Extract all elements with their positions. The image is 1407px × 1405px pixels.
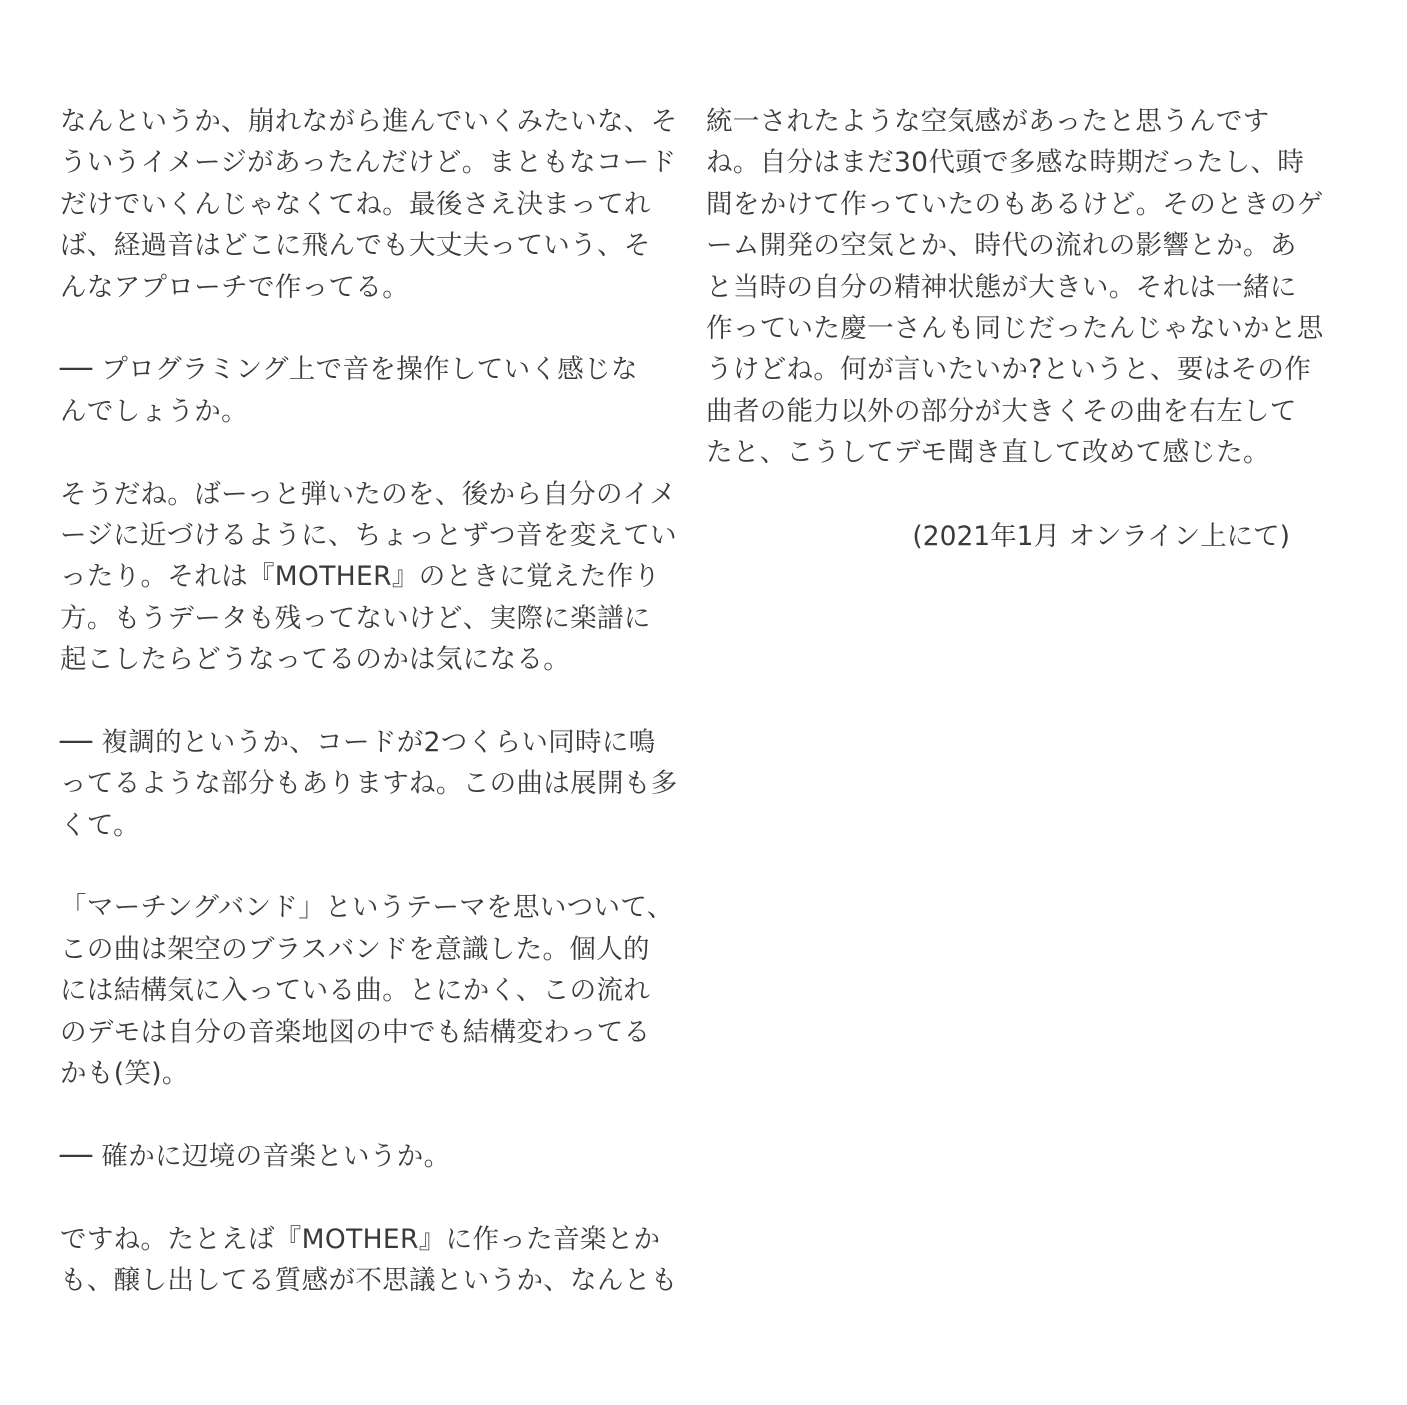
text-line: ば、経過音はどこに飛んでも大丈夫っていう、そ (60, 230, 651, 262)
paragraph (60, 101, 678, 308)
text-line: んなアプローチで作ってる。 (60, 271, 410, 303)
interviewer-question (60, 1136, 660, 1177)
text-line: 方。もうデータも残ってないけど、実際に楽譜に (60, 602, 651, 634)
left-column (60, 101, 678, 1301)
interviewer-question (60, 722, 678, 846)
text-line: かも(笑)。 (60, 1057, 189, 1089)
paragraph (60, 474, 678, 681)
text-line: 間をかけて作っていたのもあるけど。そのときのゲ (706, 188, 1324, 220)
text-line: くて。 (60, 809, 141, 841)
text-line: ── 複調的というか、コードが2つくらい同時に鳴 (60, 726, 656, 758)
text-line: 統一されたような空気感があったと思うんです (706, 106, 1270, 137)
text-line: んでしょうか。 (60, 395, 248, 427)
text-line: ーム開発の空気とか、時代の流れの影響とか。あ (706, 230, 1297, 262)
text-line: のデモは自分の音楽地図の中でも結構変わってる (60, 1016, 651, 1048)
text-line: 「マーチングバンド」というテーマを思いついて、 (60, 892, 674, 924)
text-line: だけでいくんじゃなくてね。最後さえ決まってれ (60, 188, 651, 220)
paragraph (60, 1219, 678, 1302)
text-line: 作っていた慶一さんも同じだったんじゃないかと思 (706, 312, 1324, 344)
text-line: ういうイメージがあったんだけど。まともなコード (60, 147, 677, 179)
text-line: ったり。それは『MOTHER』のときに覚えた作り (60, 561, 661, 593)
interview-credit: (2021年1月 オンライン上にて) (912, 521, 1290, 552)
text-line: そうだね。ばーっと弾いたのを、後から自分のイメ (60, 478, 677, 510)
text-line: も、醸し出してる質感が不思議というか、なんとも (60, 1264, 678, 1296)
text-line: うけどね。何が言いたいか?というと、要はその作 (706, 354, 1312, 386)
text-line: ね。自分はまだ30代頭で多感な時期だったし、時 (706, 147, 1305, 179)
text-line: ── 確かに辺境の音楽というか。 (60, 1140, 451, 1172)
text-line: ージに近づけるように、ちょっとずつ音を変えてい (60, 519, 678, 551)
text-line: この曲は架空のブラスバンドを意識した。個人的 (60, 933, 650, 965)
text-line: ── プログラミング上で音を操作していく感じな (60, 354, 638, 386)
paragraph (60, 887, 674, 1094)
text-line: 起こしたらどうなってるのかは気になる。 (60, 644, 571, 676)
text-line: ってるような部分もありますね。この曲は展開も多 (60, 768, 678, 800)
text-line: ですね。たとえば『MOTHER』に作った音楽とか (60, 1223, 661, 1255)
text-line: なんというか、崩れながら進んでいくみたいな、そ (60, 106, 678, 137)
text-line: と当時の自分の精神状態が大きい。それは一緒に (706, 271, 1297, 303)
right-column (706, 101, 1324, 474)
text-line: 曲者の能力以外の部分が大きくその曲を右左して (706, 395, 1297, 427)
interviewer-question (60, 349, 660, 432)
text-line: たと、こうしてデモ聞き直して改めて感じた。 (706, 437, 1270, 469)
text-line: には結構気に入っている曲。とにかく、この流れ (60, 975, 651, 1007)
paragraph (706, 101, 1324, 474)
